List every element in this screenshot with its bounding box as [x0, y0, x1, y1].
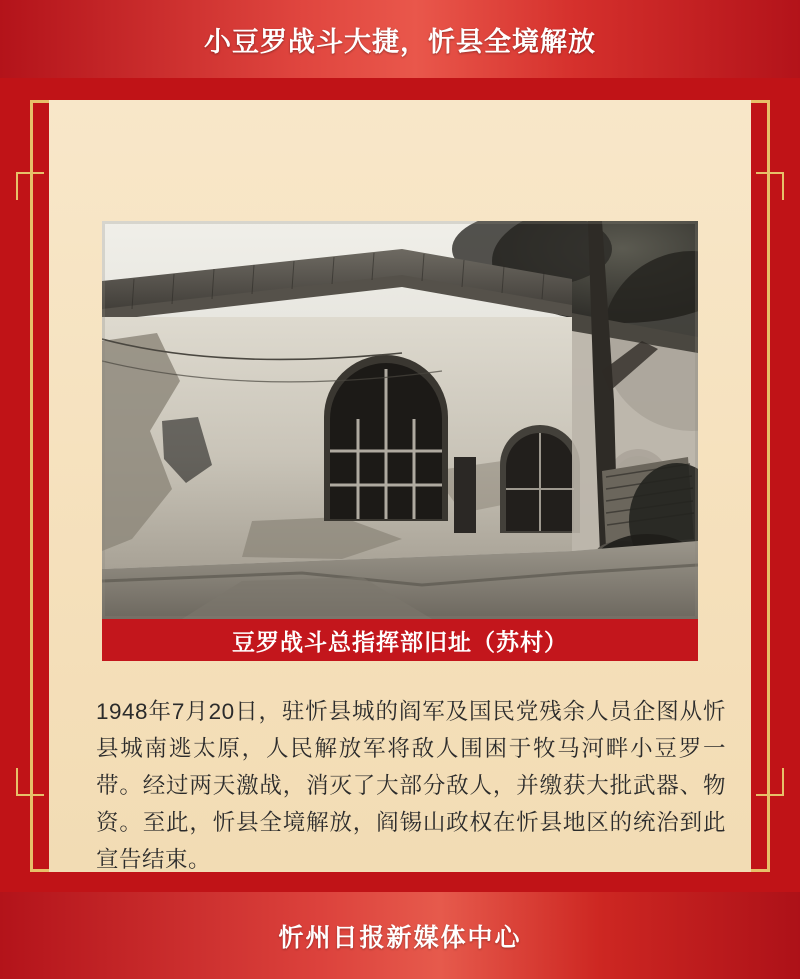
photo-caption-bar [102, 619, 698, 661]
historic-photo [102, 221, 698, 619]
photo-caption-text: 豆罗战斗总指挥部旧址（苏村） [232, 628, 568, 655]
page-title: 小豆罗战斗大捷，忻县全境解放 [204, 26, 596, 57]
body-paragraph: 1948年7月20日，驻忻县城的阎军及国民党残余人员企图从忻县城南逃太原，人民解放军将敌人围困于牧马河畔小豆罗一带。经过两天激战，消灭了大部分敌人，并缴获大批武器、物资。至此，忻县全境解放，阎锡山政权在忻县地区的统治到此宣告结束。 [96, 699, 726, 872]
footer-credit: 忻州日报新媒体中心 [278, 923, 522, 952]
footer-band [0, 892, 800, 979]
poster-body [0, 78, 800, 892]
